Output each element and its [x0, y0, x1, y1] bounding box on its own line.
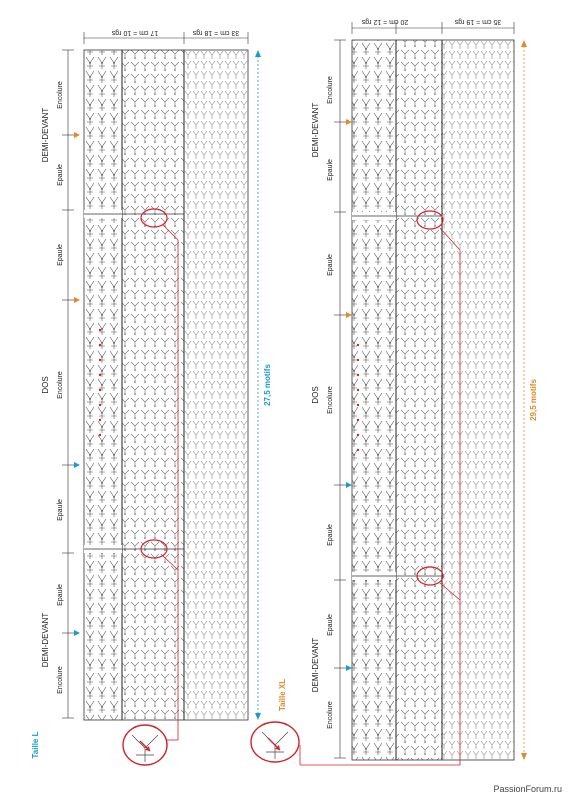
panel-l-outer — [84, 50, 122, 720]
l-encolure-dos: Encolure — [57, 371, 64, 399]
l-demi-devant-top: DEMI-DEVANT — [41, 107, 50, 163]
l-meas-17: 17 cm = 10 rgs — [111, 29, 159, 36]
l-demi-devant-bottom: DEMI-DEVANT — [41, 612, 50, 668]
panel-xl-inner — [442, 40, 514, 760]
xl-meas-20: 20 cm = 12 rgs — [361, 18, 409, 25]
xl-epaule-top: Epaule — [327, 159, 334, 181]
xl-encolure-bottom: Encolure — [327, 701, 334, 729]
xl-title: Taille XL — [278, 678, 287, 712]
xl-demi-devant-top: DEMI-DEVANT — [311, 102, 320, 158]
xl-epaule-bottom: Epaule — [327, 614, 334, 636]
diagram-taille-xl — [251, 18, 538, 765]
xl-epaule-dos-top: Epaule — [327, 254, 334, 276]
xl-epaule-dos-bottom: Epaule — [327, 524, 334, 546]
xl-dos: DOS — [311, 386, 320, 404]
l-epaule-bottom: Epaule — [57, 584, 64, 606]
xl-encolure-dos: Encolure — [327, 386, 334, 414]
diagram-taille-l — [31, 29, 272, 765]
l-epaule-top: Epaule — [57, 164, 64, 186]
panel-l-inner — [184, 50, 248, 720]
xl-motifs: 29,5 motifs — [529, 379, 538, 421]
l-epaule-dos-bottom: Epaule — [57, 499, 64, 521]
l-meas-33: 33 cm = 18 rgs — [192, 29, 240, 36]
panel-xl-middle — [396, 40, 442, 760]
l-epaule-dos-top: Epaule — [57, 244, 64, 266]
l-dos: DOS — [41, 376, 50, 394]
panel-l-middle — [122, 50, 184, 720]
watermark: PassionForum.ru — [493, 784, 562, 794]
xl-encolure-top: Encolure — [327, 76, 334, 104]
l-encolure-top: Encolure — [57, 81, 64, 109]
xl-meas-35: 35 cm = 19 rgs — [454, 18, 502, 25]
l-motifs: 27,5 motifs — [263, 364, 272, 406]
l-title: Taille L — [31, 731, 40, 759]
xl-demi-devant-bottom: DEMI-DEVANT — [311, 637, 320, 693]
panel-xl-outer — [352, 40, 396, 760]
l-encolure-bottom: Encolure — [57, 666, 64, 694]
